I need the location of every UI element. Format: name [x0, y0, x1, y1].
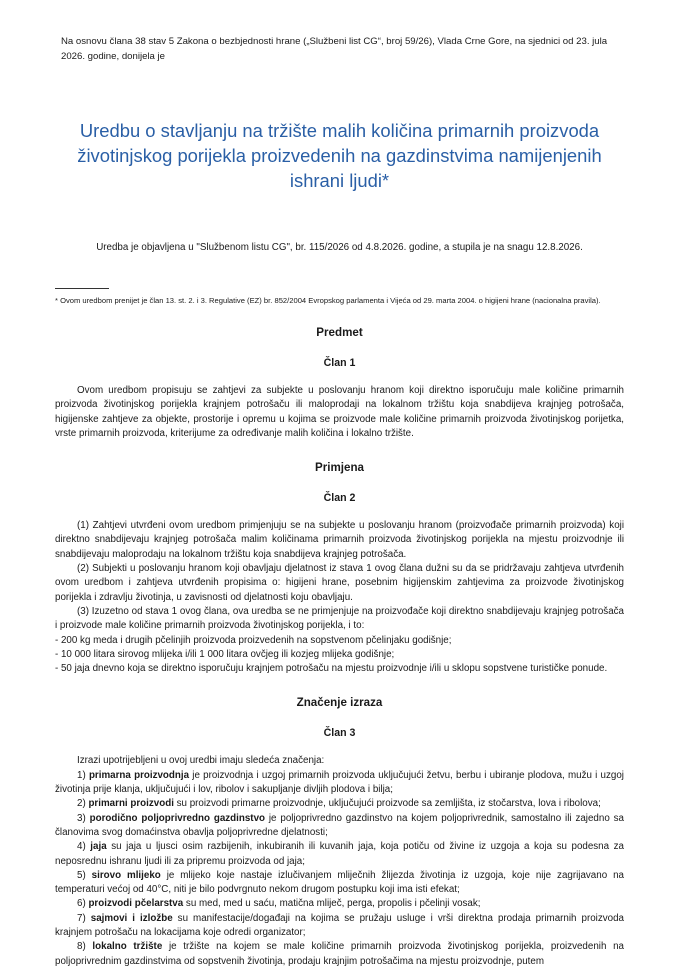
document-title: Uredbu o stavljanju na tržište malih količina primarnih proizvoda životinjskog porijekla proizvedenih na gazdinstvima namijenjenih ishrani ljudi* — [77, 120, 602, 191]
section-heading-znacenje-izraza: Značenje izraza — [296, 696, 383, 710]
definition-item: 7) sajmovi i izložbe su manifestacije/događaji na kojima se pružaju usluge i vrši direktna prodaja primarnih proizvoda krajnjem potrošaču na lokacijama koje odredi organizator; — [55, 912, 624, 939]
article-3-lead: Izrazi upotrijebljeni u ovoj uredbi imaju sledeća značenja: — [77, 755, 325, 767]
article-2-heading: Član 2 — [323, 492, 356, 505]
preamble: Na osnovu člana 38 stav 5 Zakona o bezbjednosti hrane („Službeni list CG“, broj 59/26), Vlada Crne Gore, na sjednici od 23. jula 2026. godine, donijela je — [61, 36, 608, 62]
list-item: - 50 jaja dnevno koja se direktno isporučuju krajnjem potrošaču na mjestu proizvodnje i/ili u sklopu sopstvene turističke ponude. — [55, 663, 608, 675]
footnote-divider — [55, 288, 109, 289]
article-1-text: Ovom uredbom propisuju se zahtjevi za subjekte u poslovanju hranom koji direktno isporučuju male količine primarnih proizvoda životinjskog porijekla krajnjem potrošaču ili maloprodaji na lokalnom tržištu koja snabdijeva krajnjeg potrošača, higijenske zahtjeve za objekte, prostorije i opremu u kojima se proizvode male količine primarnih proizvoda životinjskog porijetka, vrste primarnih proizvoda, kriterijume za određivanje malih količina i lokalno tržište. — [55, 385, 624, 439]
article-3-heading: Član 3 — [323, 727, 356, 740]
list-item: - 200 kg meda i drugih pčelinjih proizvoda proizvedenih na sopstvenom pčelinjaku godišnje; — [55, 634, 452, 646]
section-heading-predmet: Predmet — [316, 326, 363, 339]
article-2-paragraph-2: (2) Subjekti u poslovanju hranom koji obavljaju djelatnost iz stava 1 ovog člana dužni su da se pridržavaju zahtjeva utvrđenih ovom uredbom i zahtjeva utvrđenih propisima o: higijeni hrane, posebnim higijenskim zahtjevima za proizvode životinjskog porijekla i zdravlju životinja, u zavisnosti od djelatnosti koju obavljaju. — [55, 563, 624, 603]
definition-item: 1) primarna proizvodnja je proizvodnja i uzgoj primarnih proizvoda uključujući žetvu, berbu i ubiranje plodova, mužu i uzgoj životinja prije klanja, uključujući i lov, ribolov i sakupljanje divljih plodova i bilja; — [55, 769, 624, 796]
section-heading-primjena: Primjena — [315, 461, 364, 475]
footnote: * Ovom uredbom prenijet je član 13. st. 2. i 3. Regulative (EZ) br. 852/2004 Evropskog parlamenta i Vijeća od 29. marta 2004. o higijeni hrane (nacionalna pravila). — [55, 296, 601, 305]
article-1-heading: Član 1 — [323, 357, 356, 369]
definition-item: 4) jaja su jaja u ljusci osim razbijenih, inkubiranih ili kuvanih jaja, koja potiču od živine iz uzgoja a koja su podesna za neposrednu ishranu ljudi ili za pripremu proizvoda od jaja; — [55, 841, 624, 867]
article-2-paragraph-1: (1) Zahtjevi utvrđeni ovom uredbom primjenjuju se na subjekte u poslovanju hranom (proizvođače primarnih proizvoda) koji direktno snabdijevaju krajnjeg potrošača malim količinama primarnih proizvoda životinjskog porijekla na mjestu proizvodnje ili snabdijevaju maloprodaju na lokalnom tržištu koja snabdijeva krajnjeg potrošača. — [55, 520, 624, 560]
definition-item: 6) proizvodi pčelarstva su med, med u saću, matična mliječ, perga, propolis i pčelinji vosak; — [77, 898, 481, 910]
definition-item: 5) sirovo mlijeko je mlijeko koje nastaje izlučivanjem mliječnih žlijezda životinja iz uzgoja, koje nije zagrijavano na temperaturi većoj od 40°C, niti je bilo podvrgnuto nekom drugom postupku koji ima isti efekat; — [55, 869, 624, 896]
definition-item: 3) porodično poljoprivredno gazdinstvo je poljoprivredno gazdinstvo na kojem poljoprivrednik, samostalno ili zajedno sa članovima svog domaćinstva obavlja poljoprivredne djelatnosti; — [55, 812, 624, 838]
publication-note: Uredba je objavljena u "Službenom listu CG", br. 115/2026 od 4.8.2026. godine, a stupila je na snagu 12.8.2026. — [96, 242, 583, 253]
list-item: - 10 000 litara sirovog mlijeka i/ili 1 000 litara ovčjeg ili kozjeg mlijeka godišnje; — [55, 648, 395, 660]
definition-item: 8) lokalno tržište je tržište na kojem se male količine primarnih proizvoda životinjskog porijekla, proizvedenih na poljoprivrednim gazdinstvima od sopstvenih životinja, prodaju krajnjim potrošačima na mjestu proizvodnje, putem — [55, 941, 624, 967]
article-2-paragraph-3: (3) Izuzetno od stava 1 ovog člana, ova uredba se ne primjenjuje na proizvođače koji direktno snabdijevaju krajnjeg potrošača i proizvode male količine primarnih proizvoda životinjskog porijekla, i to: — [55, 605, 624, 632]
definition-item: 2) primarni proizvodi su proizvodi primarne proizvodnje, uključujući proizvode sa zemljišta, iz stočarstva, lova i ribolova; — [77, 798, 601, 810]
